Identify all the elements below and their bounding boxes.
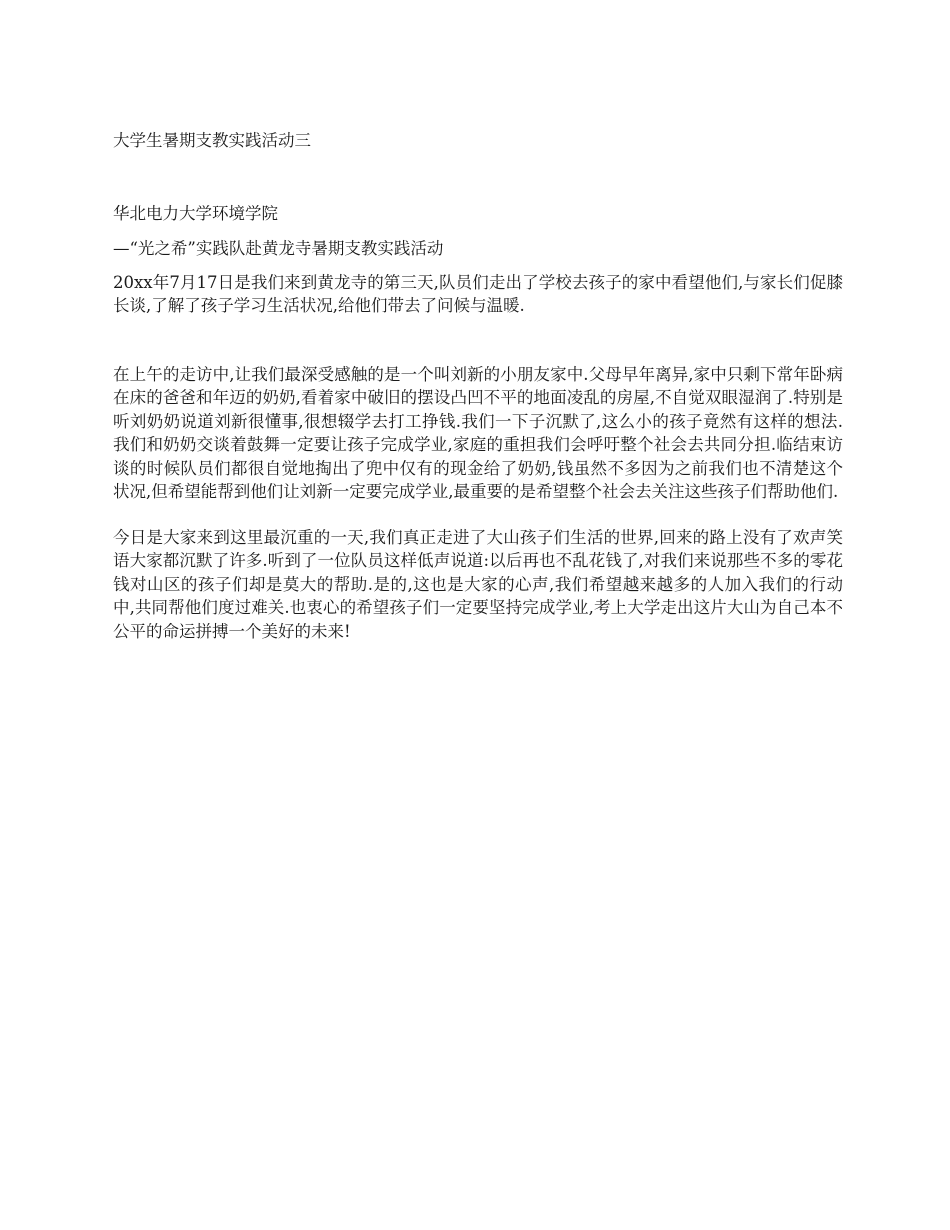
paragraph-1: 20xx年7月17日是我们来到黄龙寺的第三天,队员们走出了学校去孩子的家中看望他们,与家长们促膝长谈,了解了孩子学习生活状况,给他们带去了问候与温暖. — [113, 273, 843, 316]
document-title: 大学生暑期支教实践活动三 — [113, 131, 311, 150]
paragraph-3: 今日是大家来到这里最沉重的一天,我们真正走进了大山孩子们生活的世界,回来的路上没有了欢声笑语大家都沉默了许多.听到了一位队员这样低声说道:以后再也不乱花钱了,对我们来说那些不多的零花钱对山区的孩子们却是莫大的帮助.是的,这也是大家的心声,我们希望越来越多的人加入我们的行动中,共同帮他们度过难关.也衷心的希望孩子们一定要坚持完成学业,考上大学走出这片大山为自己本不公平的命运拼搏一个美好的未来! — [113, 528, 843, 641]
organization-name: 华北电力大学环境学院 — [113, 204, 278, 223]
document-subtitle: —“光之希”实践队赴黄龙寺暑期支教实践活动 — [113, 239, 444, 258]
paragraph-2: 在上午的走访中,让我们最深受感触的是一个叫刘新的小朋友家中.父母早年离异,家中只剩下常年卧病在床的爸爸和年迈的奶奶,看着家中破旧的摆设凸凹不平的地面凌乱的房屋,不自觉双眼湿润了.特别是听刘奶奶说道刘新很懂事,很想辍学去打工挣钱.我们一下子沉默了,这么小的孩子竟然有这样的想法.我们和奶奶交谈着鼓舞一定要让孩子完成学业,家庭的重担我们会呼吁整个社会去共同分担.临结束访谈的时候队员们都很自觉地掏出了兜中仅有的现金给了奶奶,钱虽然不多因为之前我们也不清楚这个状况,但希望能帮到他们让刘新一定要完成学业,最重要的是希望整个社会去关注这些孩子们帮助他们. — [113, 365, 843, 502]
